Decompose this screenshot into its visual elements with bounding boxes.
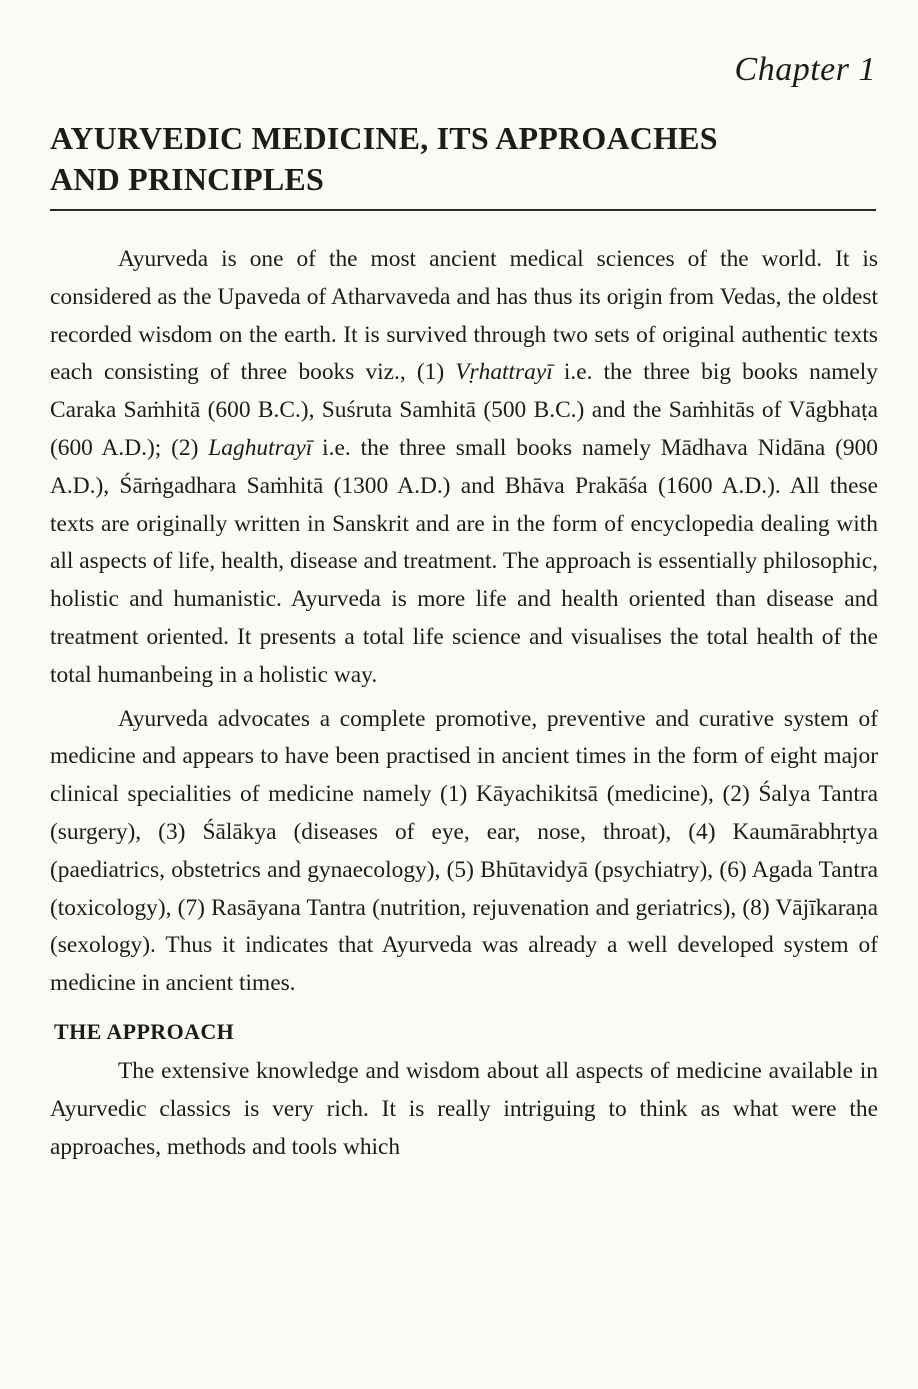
chapter-title: [50, 118, 878, 200]
book-page: [50, 44, 878, 1166]
chapter-title-line-2: AND PRINCIPLES: [50, 161, 324, 197]
paragraph-approach: The extensive knowledge and wisdom about all aspects of medicine available in Ayurvedic classics is very rich. It is really intriguing to think as what were the approaches, methods and tools which: [50, 1057, 878, 1160]
chapter-title-line-1: AYURVEDIC MEDICINE, ITS APPROACHES: [50, 120, 718, 156]
title-underline: [50, 209, 876, 211]
section-heading-approach: THE APPROACH: [54, 1018, 235, 1044]
body-text: [50, 241, 878, 1166]
paragraph-intro-text-3: i.e. the three small books namely Mādhava Nidāna (900 A.D.), Śārṅgadhara Saṁhitā (1300 A.D.) and Bhāva Prakāśa (1600 A.D.). All these texts are originally written in Sanskrit and are in the form of encyclopedia dealing with all aspects of life, health, disease and treatment. The approach is essentially philosophic, holistic and humanistic. Ayurveda is more life and health oriented than disease and treatment oriented. It presents a total life science and visualises the total health of the total humanbeing in a holistic way.: [50, 434, 879, 688]
paragraph-intro-text-1: Ayurveda is one of the most ancient medical sciences of the world. It is considered as the Upaveda of Atharvaveda and has thus its origin from Vedas, the oldest recorded wisdom on the earth. It is survived through two sets of original authentic texts each consisting of three books viz., (1): [50, 246, 878, 386]
chapter-label: Chapter 1: [734, 51, 876, 88]
term-vrhattrayi: Vṛhattrayī: [455, 359, 553, 386]
paragraph-intro: [50, 241, 878, 695]
paragraph-intro-text-2: i.e. the three big books namely Caraka Saṁhitā (600 B.C.), Suśruta Samhitā (500 B.C.) and the Saṁhitās of Vāgbhaṭa (600 A.D.); (2): [50, 359, 878, 461]
term-laghutrayi: Laghutrayī: [208, 434, 313, 461]
paragraph-specialities: Ayurveda advocates a complete promotive, preventive and curative system of medicine and appears to have been practised in ancient times in the form of eight major clinical specialities of medicine namely (1) Kāyachikitsā (medicine), (2) Śalya Tantra (surgery), (3) Śālākya (diseases of eye, ear, nose, throat), (4) Kaumārabhṛtya (paediatrics, obstetrics and gynaecology), (5) Bhūtavidyā (psychiatry), (6) Agada Tantra (toxicology), (7) Rasāyana Tantra (nutrition, rejuvenation and geriatrics), (8) Vājīkaraṇa (sexology). Thus it indicates that Ayurveda was already a well developed system of medicine in ancient times.: [50, 705, 878, 997]
